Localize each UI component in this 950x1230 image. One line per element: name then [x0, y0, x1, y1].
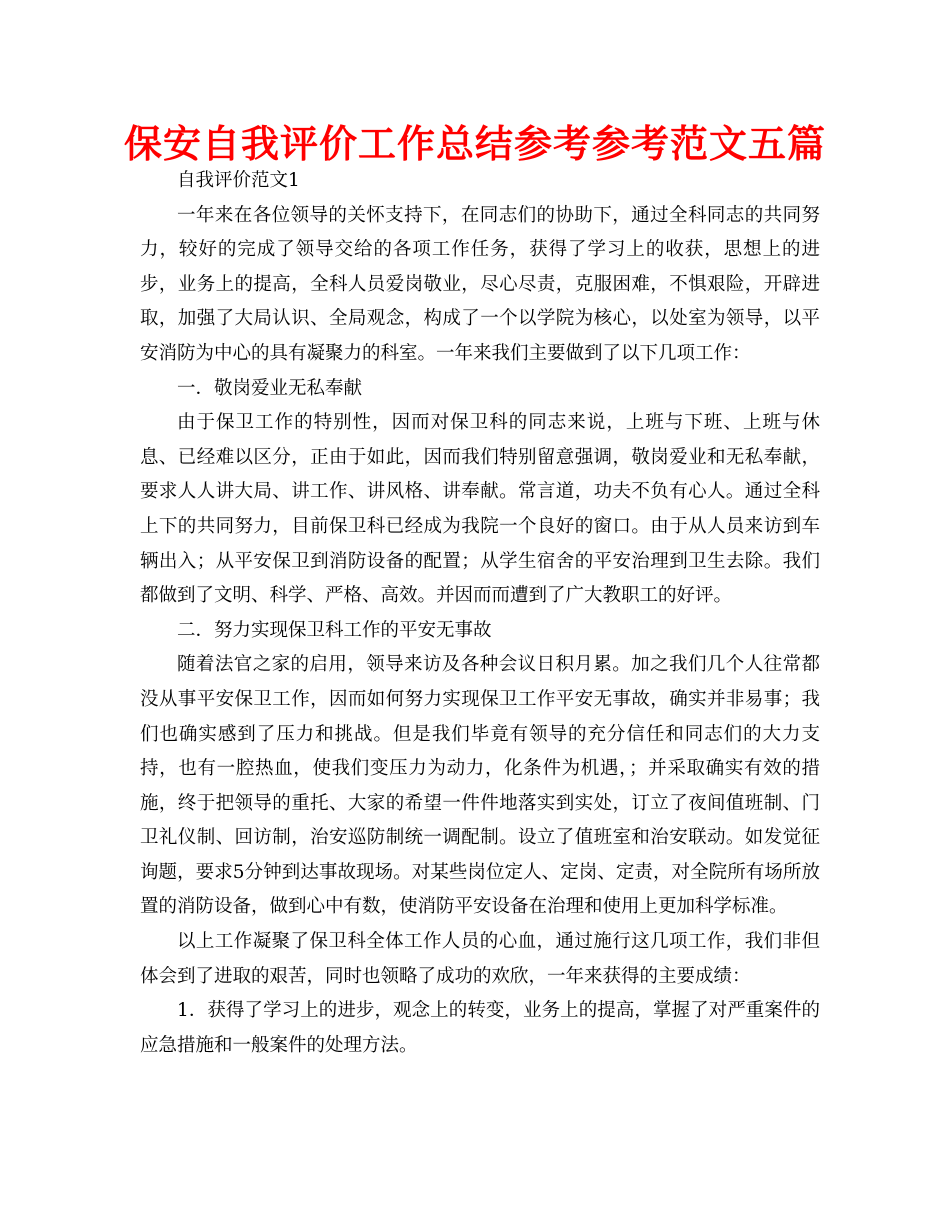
list-item: 1．获得了学习上的进步，观念上的转变，业务上的提高，掌握了对严重案件的应急措施和一般案件的处理方法。	[140, 1000, 820, 1056]
section-label: 自我评价范文1	[177, 170, 300, 191]
section-heading: 一．敬岗爱业无私奉献	[177, 377, 363, 399]
body-paragraph: 一年来在各位领导的关怀支持下，在同志们的协助下，通过全科同志的共同努力，较好的完成了领导交给的各项工作任务，获得了学习上的收获，思想上的进步，业务上的提高，全科人员爱岗敬业，尽心尽责，克服困难，不惧艰险，开辟进取，加强了大局认识、全局观念，构成了一个以学院为核心，以处室为领导，以平安消防为中心的具有凝聚力的科室。一年来我们主要做到了以下几项工作：	[140, 204, 820, 364]
document-body	[140, 164, 820, 1063]
section-heading: 二．努力实现保卫科工作的平安无事故	[177, 619, 492, 641]
document-title: 保安自我评价工作总结参考参考范文五篇	[123, 121, 826, 166]
body-paragraph: 以上工作凝聚了保卫科全体工作人员的心血，通过施行这几项工作，我们非但体会到了进取的艰苦，同时也领略了成功的欢欣，一年来获得的主要成绩：	[140, 931, 820, 987]
body-paragraph: 由于保卫工作的特别性，因而对保卫科的同志来说，上班与下班、上班与休息、已经难以区分，正由于如此，因而我们特别留意强调，敬岗爱业和无私奉献，要求人人讲大局、讲工作、讲风格、讲奉献。常言道，功夫不负有心人。通过全科上下的共同努力，目前保卫科已经成为我院一个良好的窗口。由于从人员来访到车辆出入；从平安保卫到消防设备的配置；从学生宿舍的平安治理到卫生去除。我们都做到了文明、科学、严格、高效。并因而而遭到了广大教职工的好评。	[140, 412, 820, 607]
body-paragraph: 随着法官之家的启用，领导来访及各种会议日积月累。加之我们几个人往常都没从事平安保卫工作，因而如何努力实现保卫工作平安无事故，确实并非易事；我们也确实感到了压力和挑战。但是我们毕竟有领导的充分信任和同志们的大力支持，也有一腔热血，使我们变压力为动力，化条件为机遇，；并采取确实有效的措施，终于把领导的重托、大家的希望一件件地落实到实处，订立了夜间值班制、门卫礼仪制、回访制，治安巡防制统一调配制。设立了值班室和治安联动。如发觉征询题，要求5分钟到达事故现场。对某些岗位定人、定岗、定责，对全院所有场所放置的消防设备，做到心中有数，使消防平安设备在治理和使用上更加科学标准。	[140, 654, 820, 918]
